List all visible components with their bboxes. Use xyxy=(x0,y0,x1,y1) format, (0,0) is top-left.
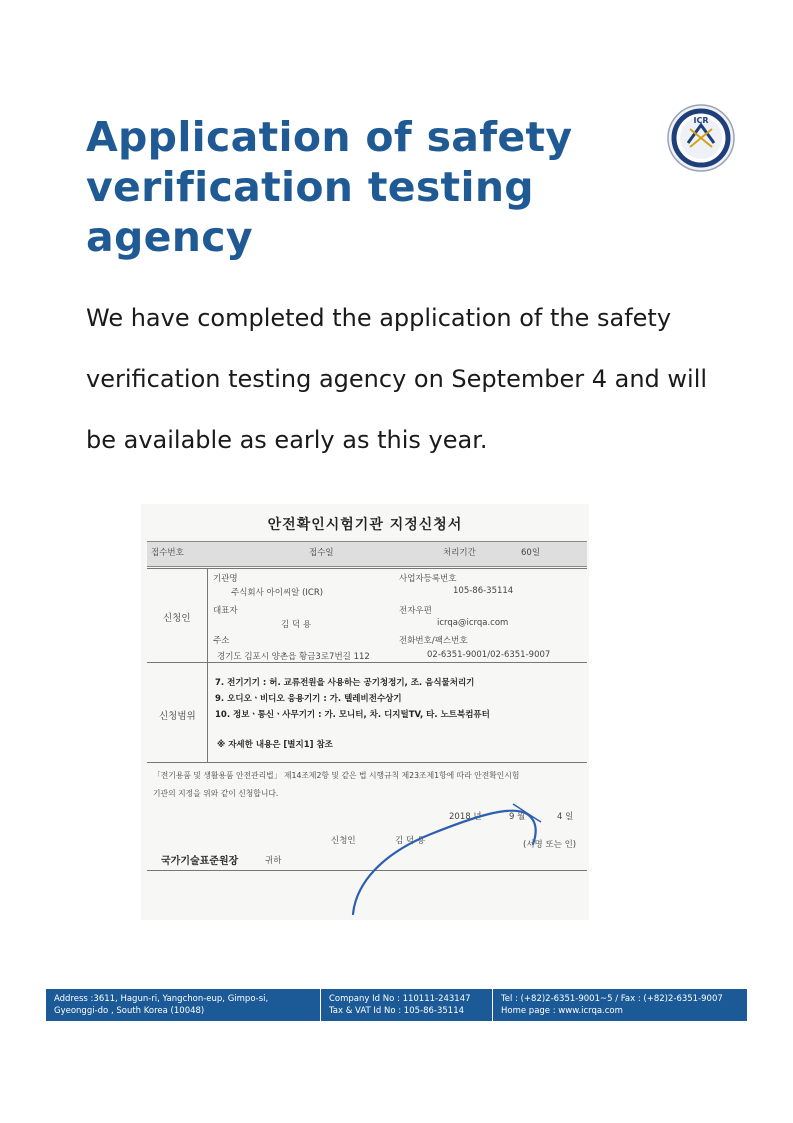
receipt-date-label: 접수일 xyxy=(309,548,334,558)
intro-paragraph xyxy=(86,288,726,471)
sign-label: 신청인 xyxy=(331,836,356,846)
date-day: 4 일 xyxy=(557,812,574,822)
footer-company xyxy=(321,989,493,1021)
rep-name: 김 덕 용 xyxy=(281,620,312,630)
footer-contact-line-2: Home page : www.icrqa.com xyxy=(501,1006,623,1016)
org-name-label: 기관명 xyxy=(213,574,238,584)
signature-stroke xyxy=(141,504,589,920)
email-label: 전자우편 xyxy=(399,606,432,616)
addr-label: 주소 xyxy=(213,636,230,646)
biz-reg: 105-86-35114 xyxy=(453,586,514,596)
org-name: 주식회사 아이씨알 (ICR) xyxy=(231,588,324,598)
biz-reg-label: 사업자등록번호 xyxy=(399,574,457,584)
intro-line-3: be available as early as this year. xyxy=(86,426,488,454)
footer-company-line-2: Tax & VAT Id No : 105-86-35114 xyxy=(329,1006,465,1016)
scope-item-9: 9. 오디오ㆍ비디오 응용기기 : 가. 텔레비전수상기 xyxy=(215,694,402,704)
statement-line-2: 기관의 지정을 위와 같이 신청합니다. xyxy=(153,789,279,798)
footer-company-line-1: Company Id No : 110111-243147 xyxy=(329,994,471,1004)
phone: 02-6351-9001/02-6351-9007 xyxy=(427,650,551,660)
footer-contact-line-1: Tel : (+82)2-6351-9001~5 / Fax : (+82)2-6351-9007 xyxy=(501,994,723,1004)
addressee: 국가기술표준원장 xyxy=(161,856,239,867)
footer-contact xyxy=(493,989,747,1021)
footer-address-line-1: Address :3611, Hagun-ri, Yangchon-eup, Gimpo-si, xyxy=(54,994,269,1004)
receipt-no-label: 접수번호 xyxy=(151,548,184,558)
rep-label: 대표자 xyxy=(213,606,238,616)
page-title xyxy=(86,112,666,262)
footer-address-line-2: Gyeonggi-do , South Korea (10048) xyxy=(54,1006,205,1016)
addressee-suffix: 귀하 xyxy=(265,856,282,866)
intro-line-1: We have completed the application of the safety xyxy=(86,304,672,332)
logo-text: ICR xyxy=(693,116,709,125)
icr-logo xyxy=(666,103,736,173)
processing-period: 60일 xyxy=(521,548,541,558)
intro-line-2: verification testing agency on September 4 and will xyxy=(86,365,708,393)
scope-label: 신청범위 xyxy=(159,711,196,722)
date-year: 2018 년 xyxy=(449,812,482,822)
form-title: 안전확인시험기관 지정신청서 xyxy=(267,517,463,533)
sign-name: 김 덕 용 xyxy=(395,836,426,846)
sign-note: (서명 또는 인) xyxy=(523,840,577,850)
applicant-label: 신청인 xyxy=(163,613,191,624)
footer xyxy=(46,989,747,1021)
application-form-scan xyxy=(141,504,589,920)
scope-note: ※ 자세한 내용은 [별지1] 참조 xyxy=(217,740,333,750)
email: icrqa@icrqa.com xyxy=(437,618,509,628)
date-month: 9 월 xyxy=(509,812,526,822)
footer-address xyxy=(46,989,321,1021)
address: 경기도 김포시 양촌읍 황금3로7번길 112 xyxy=(217,652,370,662)
statement-line-1: 「전기용품 및 생활용품 안전관리법」 제14조제2항 및 같은 법 시행규칙 제23조제1항에 따라 안전확인시험 xyxy=(153,771,520,780)
scope-item-7: 7. 전기기기 : 허. 교류전원을 사용하는 공기청정기, 조. 음식물처리기 xyxy=(215,678,475,688)
title-line-2: verification testing agency xyxy=(86,163,534,261)
processing-period-label: 처리기간 xyxy=(443,548,476,558)
scope-item-10: 10. 정보ㆍ통신ㆍ사무기기 : 가. 모니터, 차. 디지털TV, 타. 노트북컴퓨터 xyxy=(215,710,490,720)
title-line-1: Application of safety xyxy=(86,113,573,161)
phone-label: 전화번호/팩스번호 xyxy=(399,636,468,646)
